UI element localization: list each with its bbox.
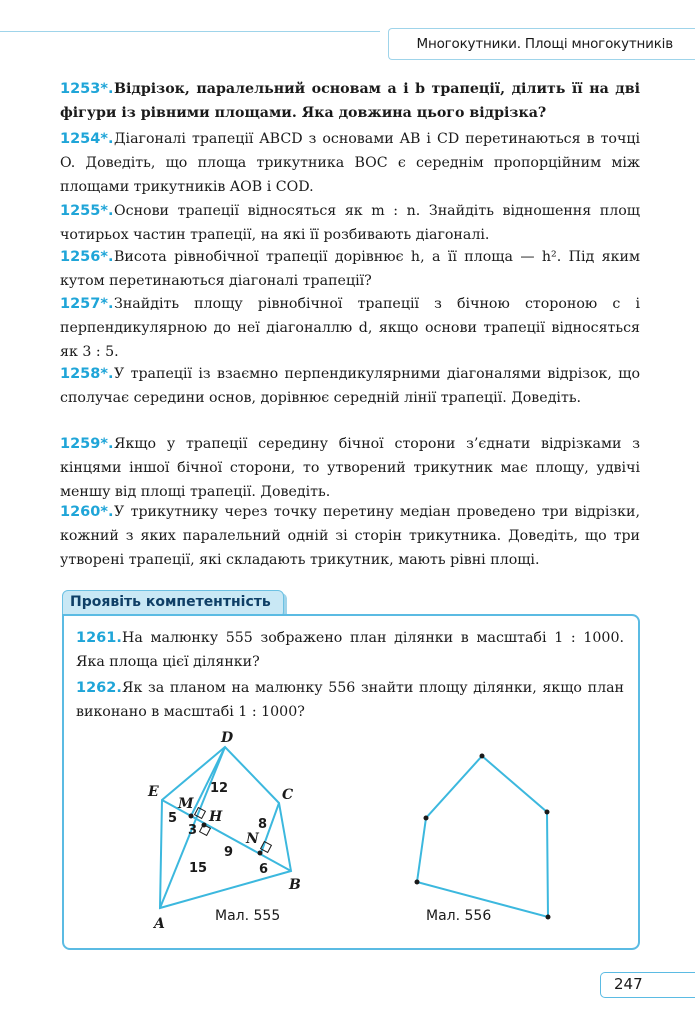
section-title: Проявіть компетентність [70,594,271,610]
point-h-label: H [209,809,223,825]
length-5: 5 [168,811,178,826]
point-b-label: B [289,877,301,893]
length-6: 6 [259,862,269,877]
running-header: Многокутники. Площі многокутників [416,36,673,52]
problem-text: Висота рівнобічної трапеції дорівнює h, а її площа — h². Під яким кутом перетинаються діагоналі трапеції? [60,249,640,289]
problem-number: 1253*. [60,81,114,97]
point-d-label: D [221,730,234,746]
length-3: 3 [188,823,198,838]
problem-text: Якщо у трапеції середину бічної сторони з’єднати відрізками з кінцями іншої бічної сторони, то утворений трикутник має площу, удвічі меншу від площі трапеції. Доведіть. [60,436,640,500]
plot-outline-556 [417,756,548,917]
problem-text: У трикутнику через точку перетину медіан проведено три відрізки, кожний з яких паралельний одній зі сторін трикутника. Доведіть, що три утворені трапеції, які складають трикутник, мають рівні площі. [60,504,640,568]
problem-number: 1254*. [60,131,114,147]
plot-outline [160,747,294,908]
point-e-label: E [148,784,159,800]
problem-number: 1256*. [60,249,114,265]
problem-text: Діагоналі трапеції ABCD з основами AB і CD перетинаються в точці O. Доведіть, що площа трикутника BOC є середнім пропорційним між площами трикутників AOB і COD. [60,131,640,195]
figure-556-caption: Мал. 556 [426,908,492,924]
page-number: 247 [614,975,643,993]
length-9: 9 [224,845,234,860]
figure-556 [415,754,551,920]
problem-number: 1262. [76,680,122,696]
problem-text: На малюнку 555 зображено план ділянки в масштабі 1 : 1000. Яка площа цієї ділянки? [76,630,624,670]
problem-text: Знайдіть площу рівнобічної трапеції з бічною стороною c і перпендикулярною до неї діагоналлю d, якщо основи трапеції відносяться як 3 : 5. [60,296,640,360]
figure-555-caption: Мал. 555 [215,908,281,924]
problem-text: Відрізок, паралельний основам a і b трапеції, ділить її на дві фігури із рівними площами. Яка довжина цього відрізка? [60,81,640,121]
problem-text: Як за планом на малюнку 556 знайти площу ділянки, якщо план виконано в масштабі 1 : 1000? [76,680,624,720]
problem-text: Основи трапеції відносяться як m : n. Знайдіть відношення площ чотирьох частин трапеції, на які її розбивають діагоналі. [60,203,640,243]
problem-number: 1258*. [60,366,114,382]
length-8: 8 [258,817,268,832]
length-12: 12 [210,781,229,796]
point-c-label: C [282,787,294,803]
point-a-label: A [154,916,165,932]
problem-number: 1261. [76,630,122,646]
problem-text: У трапеції із взаємно перпендикулярними діагоналями відрізок, що сполучає середини основ, дорівнює середній лінії трапеції. Доведіть. [60,366,640,406]
problem-number: 1260*. [60,504,114,520]
point-n-label: N [246,831,259,847]
problem-number: 1259*. [60,436,114,452]
figure-555 [160,747,294,908]
problem-number: 1257*. [60,296,114,312]
problem-number: 1255*. [60,203,114,219]
length-15: 15 [189,861,208,876]
point-m-label: M [178,796,194,812]
